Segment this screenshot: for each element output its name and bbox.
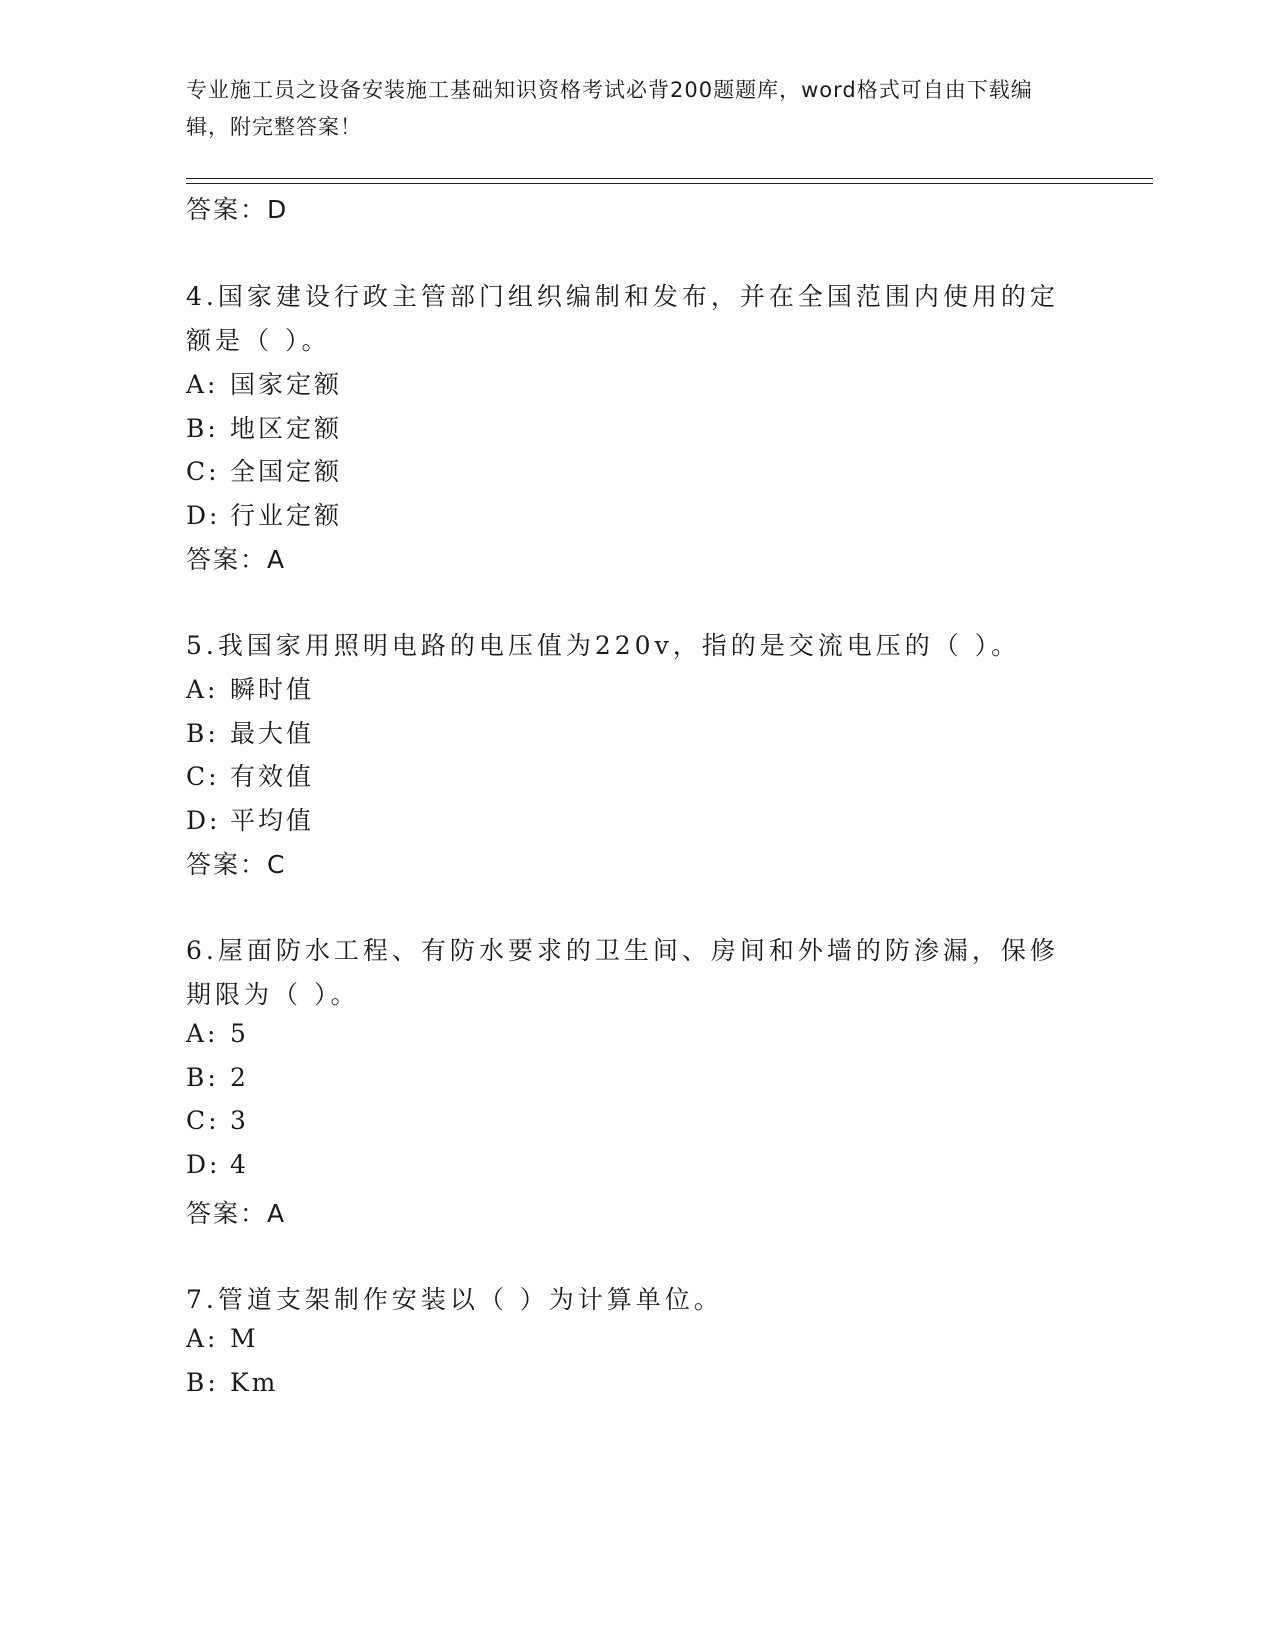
question-6-text-line2: 期限为（ ）。 [186, 980, 360, 1009]
question-4-text-line1: 4.国家建设行政主管部门组织编制和发布，并在全国范围内使用的定 [186, 282, 1059, 311]
question-4-text-line2: 额是（ ）。 [186, 326, 331, 355]
question-6-option-a: A: 5 [186, 1019, 249, 1048]
question-4-option-c: C: 全国定额 [186, 457, 343, 486]
question-6-option-c: C: 3 [186, 1106, 249, 1135]
question-7-text-line1: 7.管道支架制作安装以（ ）为计算单位。 [186, 1285, 723, 1314]
question-5-option-a: A: 瞬时值 [186, 675, 315, 704]
answer-q3: 答案：D [186, 195, 289, 224]
header-divider-top [186, 178, 1153, 179]
question-4-option-a: A: 国家定额 [186, 370, 343, 399]
answer-q5: 答案：C [186, 850, 287, 879]
question-5-option-b: B: 最大值 [186, 719, 315, 748]
answer-q6: 答案：A [186, 1199, 287, 1228]
question-6-option-b: B: 2 [186, 1063, 249, 1092]
answer-q4: 答案：A [186, 545, 287, 574]
question-5-option-c: C: 有效值 [186, 762, 315, 791]
question-7-option-b: B: Km [186, 1368, 279, 1397]
question-6-option-d: D: 4 [186, 1150, 249, 1179]
question-4-option-d: D: 行业定额 [186, 501, 343, 530]
question-5-text-line1: 5.我国家用照明电路的电压值为220v，指的是交流电压的（ ）。 [186, 631, 1021, 660]
question-7-option-a: A: M [186, 1324, 259, 1353]
question-6-text-line1: 6.屋面防水工程、有防水要求的卫生间、房间和外墙的防渗漏，保修 [186, 936, 1059, 965]
question-5-option-d: D: 平均值 [186, 806, 315, 835]
question-4-option-b: B: 地区定额 [186, 414, 343, 443]
document-header: 专业施工员之设备安装施工基础知识资格考试必背200题题库，word格式可自由下载编辑，附完整答案！ [186, 78, 1033, 139]
header-divider-bottom [186, 183, 1153, 184]
